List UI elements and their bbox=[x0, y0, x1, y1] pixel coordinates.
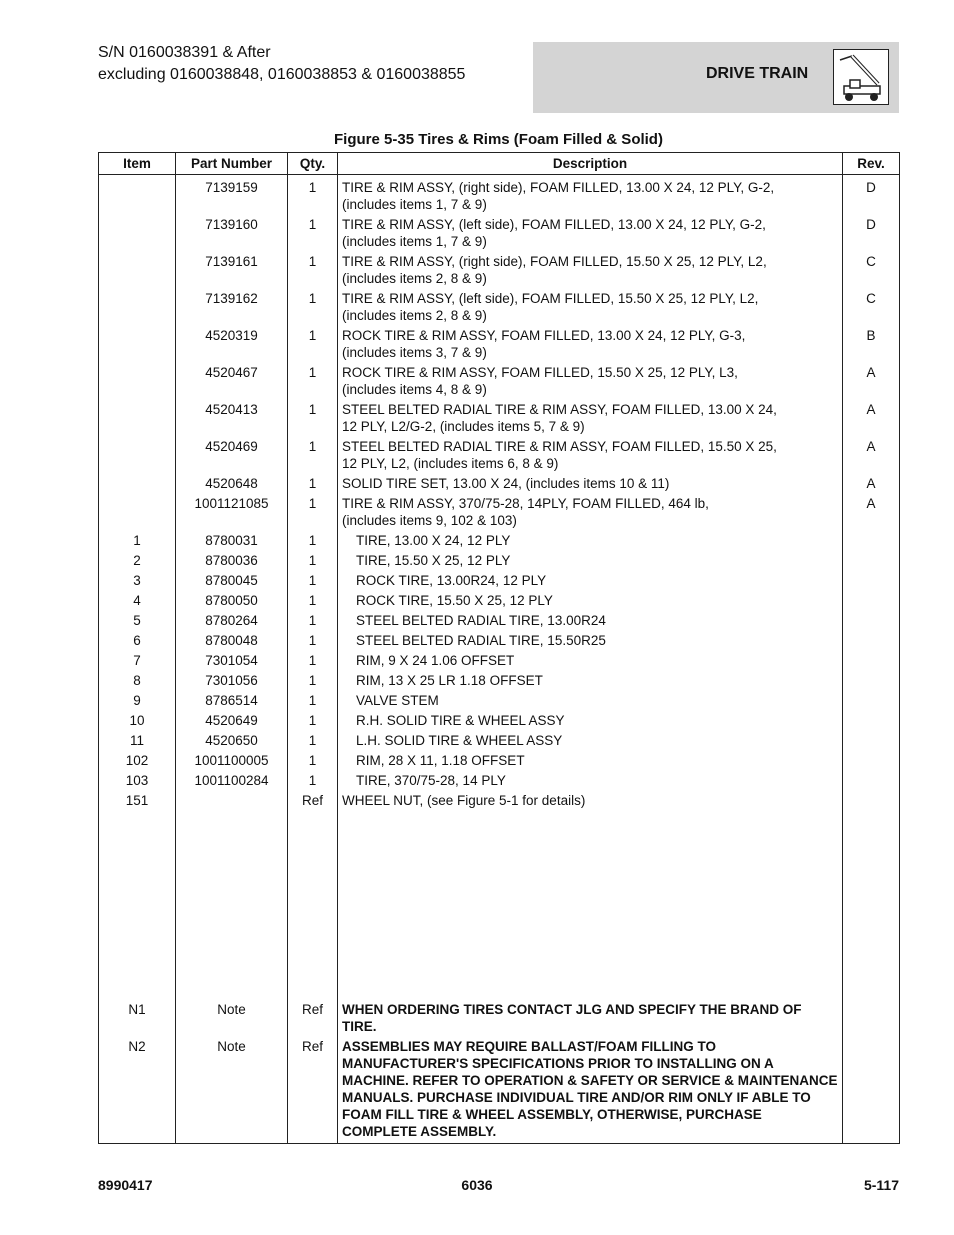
qty-cell: 1 bbox=[288, 549, 338, 569]
qty-cell: 1 bbox=[288, 287, 338, 324]
table-row bbox=[99, 549, 900, 569]
part-cell: 7301056 bbox=[176, 669, 288, 689]
qty-cell: 1 bbox=[288, 213, 338, 250]
part-cell: 4520469 bbox=[176, 435, 288, 472]
table-row bbox=[99, 472, 900, 492]
qty-cell: 1 bbox=[288, 769, 338, 789]
figure-title: Figure 5-35 Tires & Rims (Foam Filled & Solid) bbox=[334, 131, 663, 148]
item-cell bbox=[99, 250, 176, 287]
item-cell: 7 bbox=[99, 649, 176, 669]
desc-cell bbox=[338, 213, 843, 250]
desc-cell: RIM, 28 X 11, 1.18 OFFSET bbox=[338, 749, 843, 769]
desc-line: ROCK TIRE & RIM ASSY, FOAM FILLED, 13.00 X 24, 12 PLY, G-3, bbox=[342, 328, 746, 343]
table-row bbox=[99, 589, 900, 609]
part-cell: 8780050 bbox=[176, 589, 288, 609]
table-row bbox=[99, 361, 900, 398]
desc-cell: TIRE, 13.00 X 24, 12 PLY bbox=[338, 529, 843, 549]
table-row bbox=[99, 324, 900, 361]
qty-cell: 1 bbox=[288, 435, 338, 472]
table-row bbox=[99, 569, 900, 589]
part-cell: 4520467 bbox=[176, 361, 288, 398]
rev-cell bbox=[843, 769, 900, 789]
rev-cell bbox=[843, 529, 900, 549]
part-cell: 4520650 bbox=[176, 729, 288, 749]
qty-cell: 1 bbox=[288, 569, 338, 589]
col-item-header: Item bbox=[99, 153, 176, 175]
parts-table bbox=[98, 152, 900, 1144]
desc-line: (includes items 2, 8 & 9) bbox=[342, 308, 487, 323]
part-cell bbox=[176, 789, 288, 809]
desc-line: (includes items 3, 7 & 9) bbox=[342, 345, 487, 360]
part-cell: 1001100284 bbox=[176, 769, 288, 789]
table-row bbox=[99, 287, 900, 324]
desc-line: STEEL BELTED RADIAL TIRE & RIM ASSY, FOAM FILLED, 13.00 X 24, bbox=[342, 402, 777, 417]
qty-cell: 1 bbox=[288, 398, 338, 435]
sn-line-2: excluding 0160038848, 0160038853 & 0160038855 bbox=[98, 66, 466, 83]
part-cell: 8780264 bbox=[176, 609, 288, 629]
desc-cell: RIM, 13 X 25 LR 1.18 OFFSET bbox=[338, 669, 843, 689]
item-cell: 4 bbox=[99, 589, 176, 609]
item-cell: 151 bbox=[99, 789, 176, 809]
qty-cell: Ref bbox=[288, 789, 338, 809]
footer-model: 6036 bbox=[461, 1177, 493, 1193]
qty-cell: 1 bbox=[288, 609, 338, 629]
item-cell: 11 bbox=[99, 729, 176, 749]
qty-cell: 1 bbox=[288, 361, 338, 398]
rev-cell: A bbox=[843, 361, 900, 398]
desc-line: TIRE & RIM ASSY, (right side), FOAM FILLED, 13.00 X 24, 12 PLY, G-2, bbox=[342, 180, 775, 195]
table-row bbox=[99, 492, 900, 529]
rev-cell bbox=[843, 569, 900, 589]
part-cell: Note bbox=[176, 1001, 288, 1035]
machine-icon bbox=[833, 49, 889, 105]
desc-line: (includes items 1, 7 & 9) bbox=[342, 234, 487, 249]
part-cell: 4520413 bbox=[176, 398, 288, 435]
table-row bbox=[99, 669, 900, 689]
desc-cell: STEEL BELTED RADIAL TIRE, 13.00R24 bbox=[338, 609, 843, 629]
table-row bbox=[99, 649, 900, 669]
table-row bbox=[99, 749, 900, 769]
desc-cell bbox=[338, 361, 843, 398]
part-cell: 7139162 bbox=[176, 287, 288, 324]
part-cell: 8780045 bbox=[176, 569, 288, 589]
part-cell: 7301054 bbox=[176, 649, 288, 669]
desc-cell: STEEL BELTED RADIAL TIRE, 15.50R25 bbox=[338, 629, 843, 649]
qty-cell: Ref bbox=[288, 1035, 338, 1144]
rev-cell bbox=[843, 609, 900, 629]
item-cell: 3 bbox=[99, 569, 176, 589]
item-cell bbox=[99, 175, 176, 214]
table-row bbox=[99, 769, 900, 789]
table-row bbox=[99, 729, 900, 749]
table-row bbox=[99, 789, 900, 809]
part-cell: 7139161 bbox=[176, 250, 288, 287]
desc-line: (includes items 4, 8 & 9) bbox=[342, 382, 487, 397]
rev-cell: C bbox=[843, 287, 900, 324]
qty-cell: 1 bbox=[288, 589, 338, 609]
item-cell: 1 bbox=[99, 529, 176, 549]
note-row bbox=[99, 1001, 900, 1035]
part-cell: Note bbox=[176, 1035, 288, 1144]
rev-cell: A bbox=[843, 472, 900, 492]
item-cell: 102 bbox=[99, 749, 176, 769]
desc-line: (includes items 2, 8 & 9) bbox=[342, 271, 487, 286]
col-rev-header: Rev. bbox=[843, 153, 900, 175]
desc-line: (includes items 9, 102 & 103) bbox=[342, 513, 517, 528]
qty-cell: Ref bbox=[288, 1001, 338, 1035]
qty-cell: 1 bbox=[288, 669, 338, 689]
item-cell: N1 bbox=[99, 1001, 176, 1035]
desc-line: TIRE & RIM ASSY, (right side), FOAM FILLED, 15.50 X 25, 12 PLY, L2, bbox=[342, 254, 767, 269]
desc-cell bbox=[338, 435, 843, 472]
table-row bbox=[99, 529, 900, 549]
table-row bbox=[99, 709, 900, 729]
desc-cell bbox=[338, 398, 843, 435]
col-part-header: Part Number bbox=[176, 153, 288, 175]
part-cell: 8780036 bbox=[176, 549, 288, 569]
table-spacer bbox=[99, 809, 900, 1001]
item-cell bbox=[99, 398, 176, 435]
desc-line: ROCK TIRE & RIM ASSY, FOAM FILLED, 15.50 X 25, 12 PLY, L3, bbox=[342, 365, 738, 380]
desc-cell: TIRE, 370/75-28, 14 PLY bbox=[338, 769, 843, 789]
part-cell: 8780048 bbox=[176, 629, 288, 649]
rev-cell bbox=[843, 669, 900, 689]
item-cell bbox=[99, 324, 176, 361]
rev-cell: D bbox=[843, 213, 900, 250]
rev-cell: A bbox=[843, 398, 900, 435]
desc-cell: TIRE, 15.50 X 25, 12 PLY bbox=[338, 549, 843, 569]
qty-cell: 1 bbox=[288, 175, 338, 214]
rev-cell bbox=[843, 1035, 900, 1144]
item-cell bbox=[99, 361, 176, 398]
sn-line-1: S/N 0160038391 & After bbox=[98, 44, 271, 61]
table-row bbox=[99, 250, 900, 287]
desc-cell: RIM, 9 X 24 1.06 OFFSET bbox=[338, 649, 843, 669]
rev-cell: B bbox=[843, 324, 900, 361]
part-cell: 4520648 bbox=[176, 472, 288, 492]
serial-number-header bbox=[98, 42, 465, 86]
note-text: ASSEMBLIES MAY REQUIRE BALLAST/FOAM FILLING TO MANUFACTURER'S SPECIFICATIONS PRIOR TO INSTALLING ON A MACHINE. REFER TO OPERATION & SAFETY OR SERVICE & MAINTENANCE MANUALS. PURCHASE INDIVIDUAL TIRE AND/OR RIM ONLY IF ABLE TO FOAM FILL TIRE & WHEEL ASSEMBLY, OTHERWISE, PURCHASE COMPLETE ASSEMBLY. bbox=[338, 1035, 843, 1144]
col-qty-header: Qty. bbox=[288, 153, 338, 175]
part-cell: 8780031 bbox=[176, 529, 288, 549]
table-row bbox=[99, 629, 900, 649]
item-cell bbox=[99, 213, 176, 250]
qty-cell: 1 bbox=[288, 629, 338, 649]
desc-line: TIRE & RIM ASSY, (left side), FOAM FILLED, 13.00 X 24, 12 PLY, G-2, bbox=[342, 217, 766, 232]
desc-cell bbox=[338, 175, 843, 214]
desc-line: 12 PLY, L2/G-2, (includes items 5, 7 & 9) bbox=[342, 419, 585, 434]
section-title: DRIVE TRAIN bbox=[706, 65, 809, 82]
table-row bbox=[99, 435, 900, 472]
item-cell bbox=[99, 472, 176, 492]
col-desc-header: Description bbox=[338, 153, 843, 175]
table-row bbox=[99, 398, 900, 435]
note-text: WHEN ORDERING TIRES CONTACT JLG AND SPECIFY THE BRAND OF TIRE. bbox=[338, 1001, 843, 1035]
desc-cell bbox=[338, 492, 843, 529]
part-cell: 1001121085 bbox=[176, 492, 288, 529]
rev-cell bbox=[843, 749, 900, 769]
desc-cell bbox=[338, 250, 843, 287]
item-cell: 10 bbox=[99, 709, 176, 729]
rev-cell bbox=[843, 589, 900, 609]
qty-cell: 1 bbox=[288, 689, 338, 709]
qty-cell: 1 bbox=[288, 749, 338, 769]
qty-cell: 1 bbox=[288, 324, 338, 361]
rev-cell bbox=[843, 709, 900, 729]
desc-cell: VALVE STEM bbox=[338, 689, 843, 709]
item-cell bbox=[99, 492, 176, 529]
part-cell: 8786514 bbox=[176, 689, 288, 709]
qty-cell: 1 bbox=[288, 492, 338, 529]
item-cell: N2 bbox=[99, 1035, 176, 1144]
rev-cell bbox=[843, 1001, 900, 1035]
desc-cell: ROCK TIRE, 15.50 X 25, 12 PLY bbox=[338, 589, 843, 609]
item-cell: 5 bbox=[99, 609, 176, 629]
item-cell: 6 bbox=[99, 629, 176, 649]
qty-cell: 1 bbox=[288, 250, 338, 287]
desc-cell bbox=[338, 287, 843, 324]
rev-cell bbox=[843, 689, 900, 709]
table-row bbox=[99, 175, 900, 214]
footer-manual-number: 8990417 bbox=[98, 1177, 153, 1193]
note-row bbox=[99, 1035, 900, 1144]
rev-cell bbox=[843, 789, 900, 809]
rev-cell bbox=[843, 549, 900, 569]
qty-cell: 1 bbox=[288, 649, 338, 669]
qty-cell: 1 bbox=[288, 472, 338, 492]
item-cell: 8 bbox=[99, 669, 176, 689]
desc-line: (includes items 1, 7 & 9) bbox=[342, 197, 487, 212]
section-banner bbox=[533, 42, 899, 113]
table-row bbox=[99, 609, 900, 629]
footer-page-number: 5-117 bbox=[863, 1177, 899, 1193]
rev-cell: C bbox=[843, 250, 900, 287]
part-cell: 4520319 bbox=[176, 324, 288, 361]
rev-cell: A bbox=[843, 435, 900, 472]
desc-cell: L.H. SOLID TIRE & WHEEL ASSY bbox=[338, 729, 843, 749]
rev-cell bbox=[843, 649, 900, 669]
item-cell bbox=[99, 287, 176, 324]
qty-cell: 1 bbox=[288, 729, 338, 749]
part-cell: 7139159 bbox=[176, 175, 288, 214]
header-row bbox=[99, 153, 900, 175]
desc-cell bbox=[338, 324, 843, 361]
item-cell bbox=[99, 435, 176, 472]
rev-cell bbox=[843, 629, 900, 649]
desc-line: TIRE & RIM ASSY, (left side), FOAM FILLED, 15.50 X 25, 12 PLY, L2, bbox=[342, 291, 759, 306]
rev-cell bbox=[843, 729, 900, 749]
table-row bbox=[99, 213, 900, 250]
item-cell: 9 bbox=[99, 689, 176, 709]
rev-cell: A bbox=[843, 492, 900, 529]
part-cell: 4520649 bbox=[176, 709, 288, 729]
desc-line: TIRE & RIM ASSY, 370/75-28, 14PLY, FOAM FILLED, 464 lb, bbox=[342, 496, 709, 511]
part-cell: 7139160 bbox=[176, 213, 288, 250]
part-cell: 1001100005 bbox=[176, 749, 288, 769]
desc-line: 12 PLY, L2, (includes items 6, 8 & 9) bbox=[342, 456, 559, 471]
desc-line: SOLID TIRE SET, 13.00 X 24, (includes items 10 & 11) bbox=[342, 476, 670, 491]
desc-cell bbox=[338, 472, 843, 492]
item-cell: 103 bbox=[99, 769, 176, 789]
item-cell: 2 bbox=[99, 549, 176, 569]
rev-cell: D bbox=[843, 175, 900, 214]
desc-cell: WHEEL NUT, (see Figure 5-1 for details) bbox=[338, 789, 843, 809]
desc-cell: ROCK TIRE, 13.00R24, 12 PLY bbox=[338, 569, 843, 589]
desc-line: STEEL BELTED RADIAL TIRE & RIM ASSY, FOAM FILLED, 15.50 X 25, bbox=[342, 439, 777, 454]
qty-cell: 1 bbox=[288, 709, 338, 729]
table-row bbox=[99, 689, 900, 709]
desc-cell: R.H. SOLID TIRE & WHEEL ASSY bbox=[338, 709, 843, 729]
qty-cell: 1 bbox=[288, 529, 338, 549]
